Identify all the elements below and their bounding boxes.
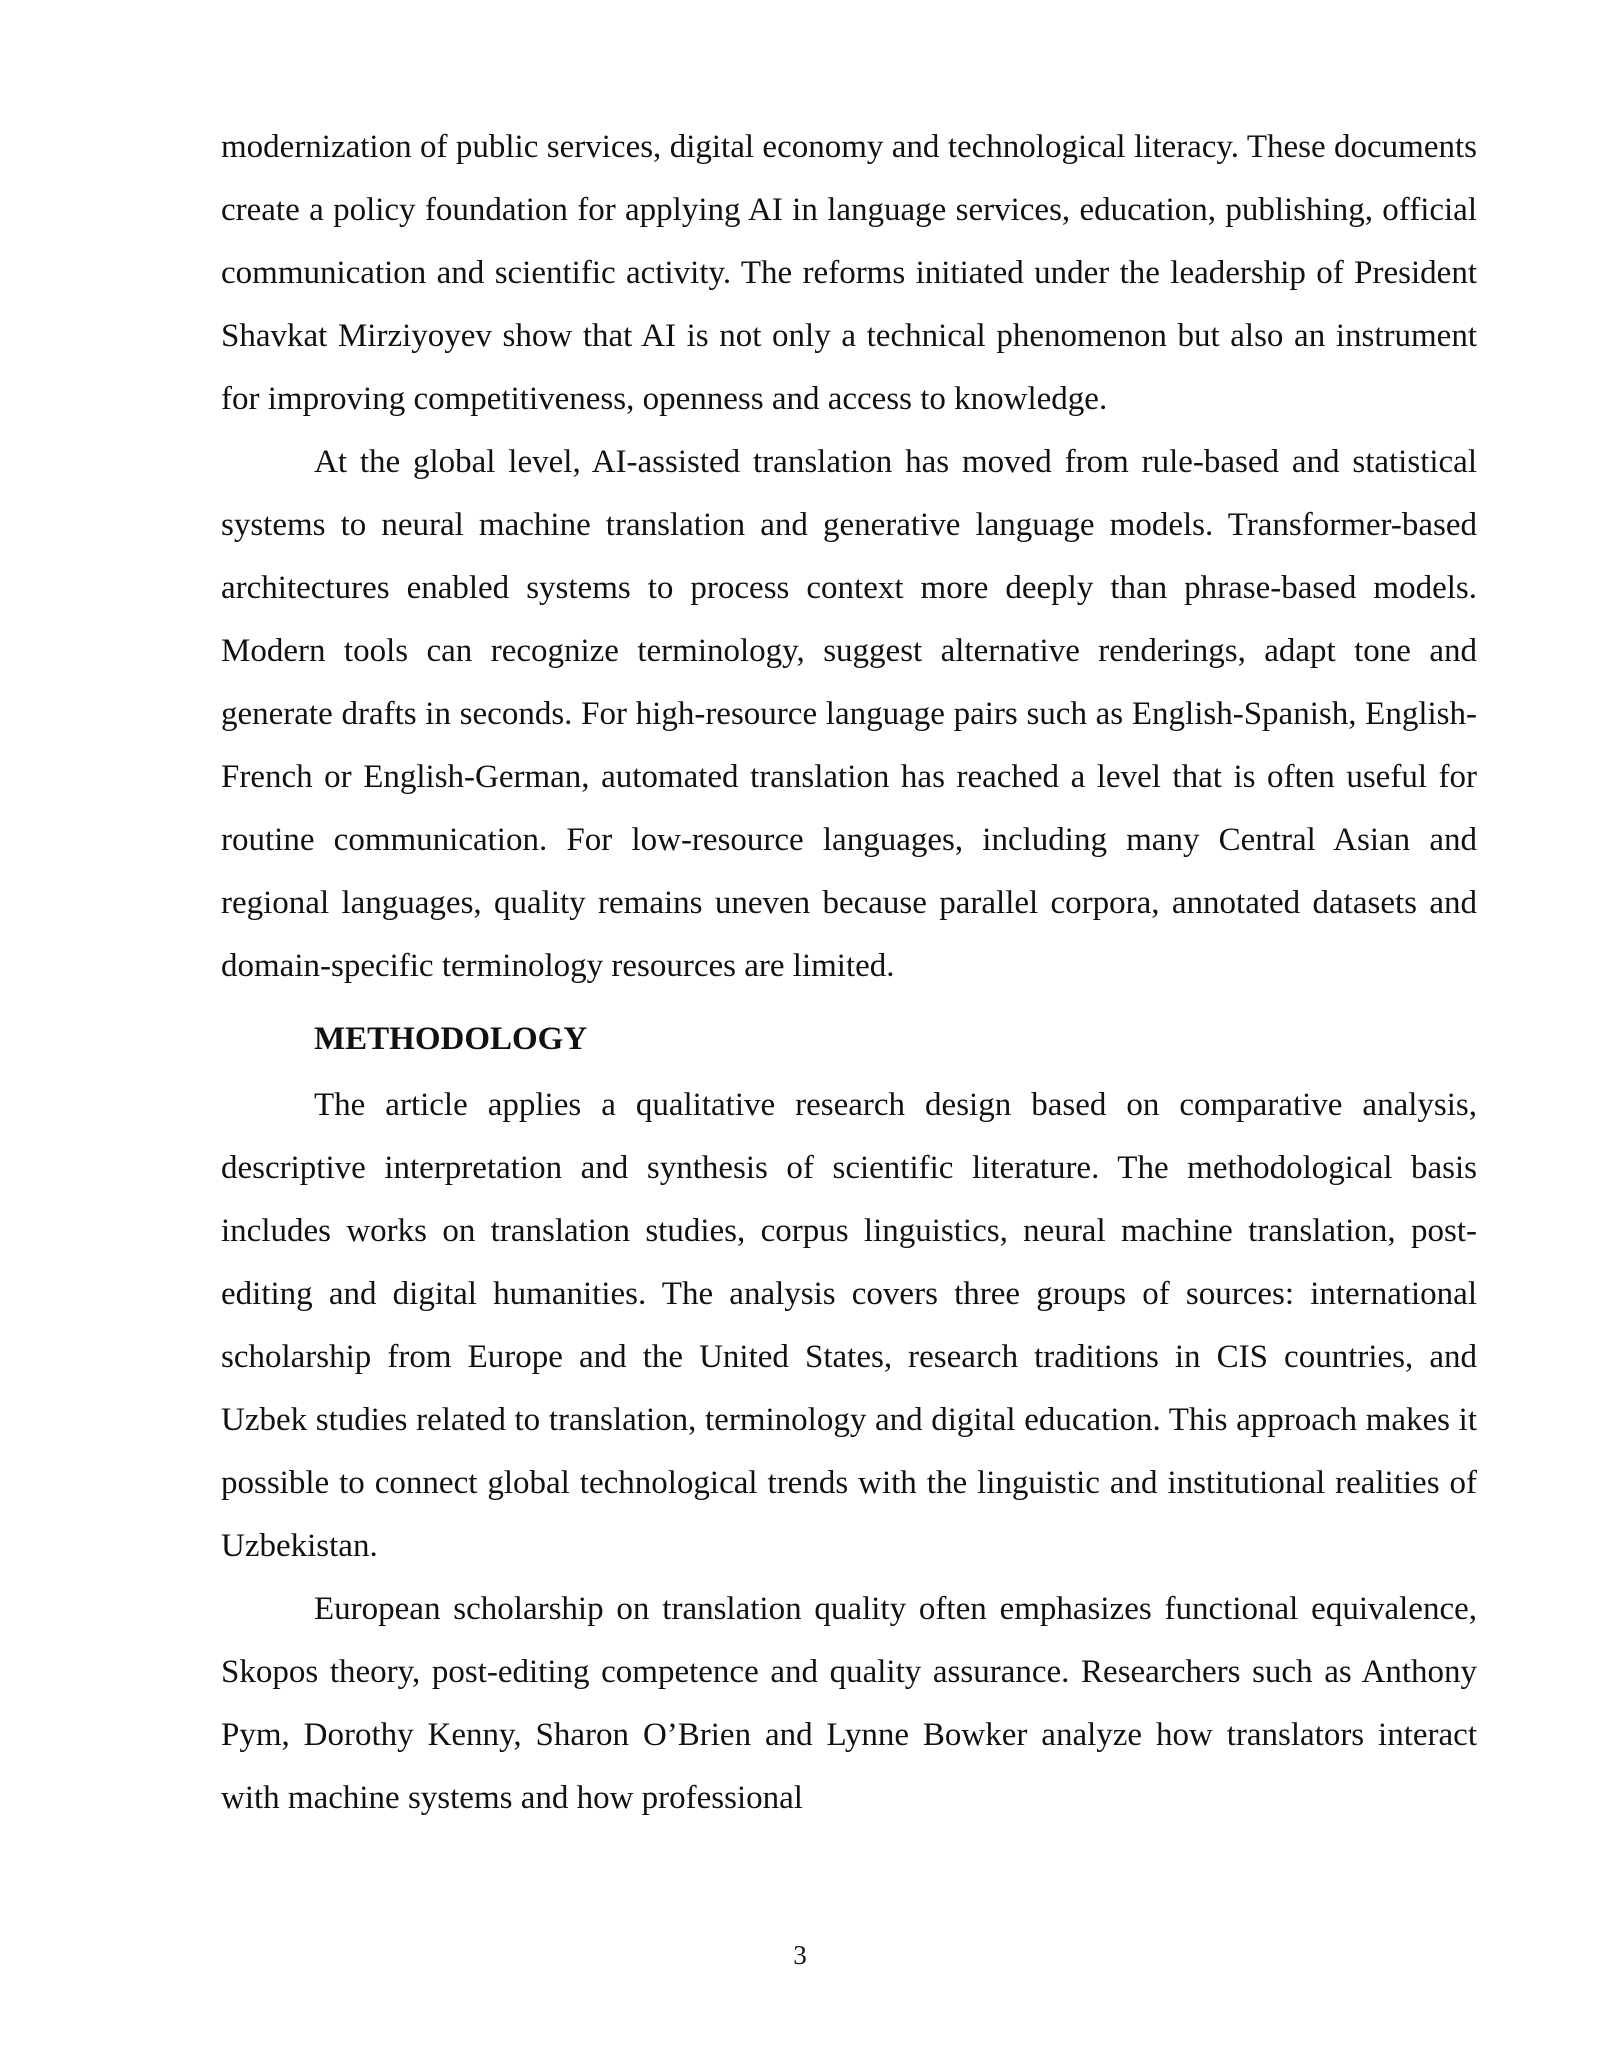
paragraph-european-scholarship: European scholarship on translation quality often emphasizes functional equivalence, Skopos theory, post-editing competence and quality assurance. Researchers such as Anthony Pym, Dorothy Kenny, Sharon O’Brien and Lynne Bowker analyze how translators interact with machine systems and how professional — [221, 1591, 1477, 1816]
document-page — [221, 116, 1477, 1830]
paragraph-research-design: The article applies a qualitative research design based on comparative analysis, descriptive interpretation and synthesis of scientific literature. The methodological basis includes works on translation studies, corpus linguistics, neural machine translation, post-editing and digital humanities. The analysis covers three groups of sources: international scholarship from Europe and the United States, research traditions in CIS countries, and Uzbek studies related to translation, terminology and digital education. This approach makes it possible to connect global technological trends with the linguistic and institutional realities of Uzbekistan. — [221, 1087, 1477, 1564]
paragraph-global-ai-translation: At the global level, AI-assisted translation has moved from rule-based and statistical systems to neural machine translation and generative language models. Transformer-based architectures enabled systems to process context more deeply than phrase-based models. Modern tools can recognize terminology, suggest alternative renderings, adapt tone and generate drafts in seconds. For high-resource language pairs such as English-Spanish, English-French or English-German, automated translation has reached a level that is often useful for routine communication. For low-resource languages, including many Central Asian and regional languages, quality remains uneven because parallel corpora, annotated datasets and domain-specific terminology resources are limited. — [221, 444, 1477, 984]
section-heading-methodology: METHODOLOGY — [314, 1021, 588, 1057]
paragraph-policy-foundation: modernization of public services, digital economy and technological literacy. These documents create a policy foundation for applying AI in language services, education, publishing, official communication and scientific activity. The reforms initiated under the leadership of President Shavkat Mirziyoyev show that AI is not only a technical phenomenon but also an instrument for improving competitiveness, openness and access to knowledge. — [221, 129, 1477, 417]
page-number: 3 — [793, 1940, 807, 1970]
